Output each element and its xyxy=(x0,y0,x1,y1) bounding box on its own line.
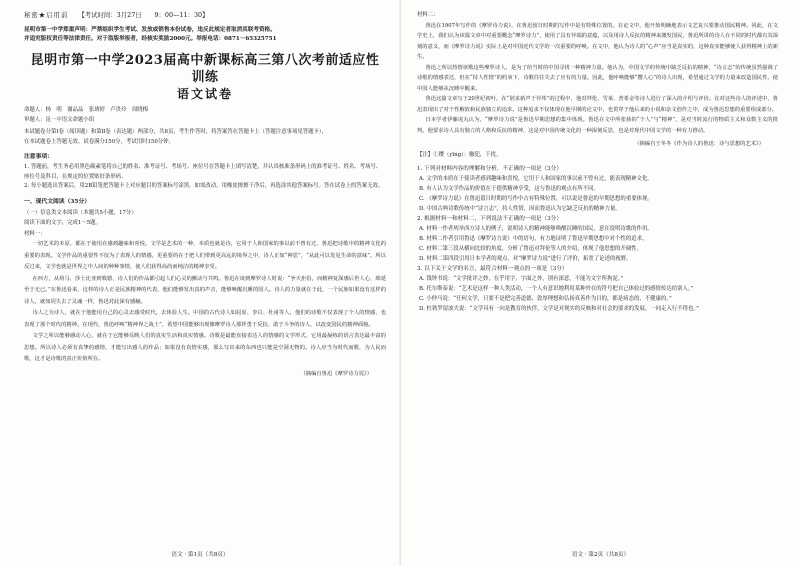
option-d: D. 中国古典诗歌传统中“诗言志”，持人性情，因而鲁迅认为它缺乏反抗的精神力量。 xyxy=(419,205,621,212)
notice-line-2: 并追究版权责任等法律责任。对于盗版举报者，经核实奖励2000元。举报电话：0871－65325751 xyxy=(24,36,277,42)
security-label: 秘密★启用前 xyxy=(24,11,69,19)
header-line xyxy=(24,10,386,20)
option-a: A. 钱钟书说：“文学批评之妙，在乎用字，字面之外，别有深意，不能为文字所拘泥。” xyxy=(419,275,624,282)
material-paragraph: 在西方，从荷马、莎士比亚到歌德，诗人们的作品都引起人们心灵的颤动与共鸣。鲁迅在谈到摩罗诗人时说：“争天拒俗，而精神复深感后世人心，绵延至于无已。”在鲁迅看来，这样的诗人正是民族精神的代表，他们能够发出真的声音，能够唤醒沉睡的国人。诗人的力量就在于此，一个民族如果没有这样的诗人，就如同失去了灵魂一样，鲁迅对此深有感触。 xyxy=(24,275,386,305)
material-paragraph: 一切艺术的本原，都在于使用在感到趣味和喜悦。文学是艺术的一种，本质也就是诗，它用于人和国家的事以前不曾有过，鲁迅把诗歌中的精神文化的重要的表现。文学作品的重要性不仅为了表现人的情感，更重要的在于把人们带到更高远的境界之中，诗人正如“神思”，“从此可以发见生命的意味”。所以反过来，文学也就是世界之中人间的种种事情，使人们获得高尚而纯洁的精神享受。 xyxy=(24,241,386,270)
option-b: B. 托尔斯泰说：“艺术是这样一种人类活动，一个人有意识地利用某种外在的符号把自己体验过的感情传达给别人。” xyxy=(419,285,694,292)
option-c: C. 《摩罗诗力说》在鲁迅留日时期的写作中占有特殊位置，可以说是鲁迅的早期思想的重要体现。 xyxy=(419,195,653,202)
exam-subtitle: 语文试卷 xyxy=(176,87,233,101)
exam-time: 【考试时间：3月27日 9：00—11：30】 xyxy=(78,11,209,19)
exam-title: 昆明市第一中学2023届高中新课标高三第八次考前适应性训练 xyxy=(30,53,380,85)
intro-line-2: 在本试题卷上答题无效。试卷满分150分，考试用时150分钟。 xyxy=(24,138,174,145)
material-paragraph: 鲁迅之所以热情讴歌这些摩罗诗人，是为了给当时的中国寻找一种精神力量。他认为，中国文学的传统中缺乏反抗的精神，“诗言志”的传统虽然强调了诗歌的情感表达，但在“持人性情”的约束下，诗歌往往失去了应有的力量。因此，他呼唤能够“撄人心”的诗人出现，希望通过文学的力量来改造国民性，使中国人能够从沉睡中醒来。 xyxy=(417,64,778,92)
material-source: （摘编自王冬冬《作为诗人的鲁迅：诗与思想的艺术》） xyxy=(634,141,764,147)
material-label: 材料一： xyxy=(24,230,46,237)
option-b: B. 有人认为文学作品的价值在于提供精神享受，这与鲁迅的观点有所不同。 xyxy=(419,185,599,192)
page-footer: 语文 · 第2页（共8页） xyxy=(571,552,630,558)
option-a: A. 文学的本质在于使读者感到趣味和喜悦，它用于人和国家的事以前不曾有过，能表现精神文化。 xyxy=(419,175,653,182)
page-2 xyxy=(400,0,800,566)
notice-line-1: 昆明市第一中学郑重声明：严禁组织学生考试、发放或销售本份试卷，违反此规定者取消其联考资格。 xyxy=(24,27,276,33)
material-paragraph: 文学之所以能够感动人心，就在于它能够反映人们的真实生活和真实情感。诗歌是最能直接表达人的情感的文学形式，它用最凝练的语言表达最丰富的思想。所以诗人必须有真挚的感情，才能写出感人的作品；如果没有真情实感，那么写出来的东西也只能是空洞无物的。诗人应当为时代而歌，为人民而歌，这才是诗歌的真正价值所在。 xyxy=(24,333,386,362)
copyright-notice xyxy=(24,26,386,44)
material-paragraph: 日本学者伊藤虎丸认为，“摩罗诗力说”是鲁迅早期思想的集中体现。鲁迅在文中所张扬的“个人”与“精神”，是对当时流行的物质主义和众数主义的批判。他要求诗人具有独立的人格和反抗的精神，这是对中国传统文化的一种深刻反思，也是对现代中国文学的一种有力推动。 xyxy=(417,117,778,134)
material-paragraph: 诗人之为诗人，就在于他能用自己的心灵去感受时代，去体验人生。中国的古代诗人如屈原、李白、杜甫等人，他们的诗歌不仅表现了个人的情感，也表现了那个时代的精神。在现代，鲁迅呼唤“精神界之战士”，希望中国能够出现像摩罗诗人那样勇于反抗、敢于斗争的诗人，以改变国民的精神面貌。 xyxy=(24,310,386,328)
question-1: 1. 下列对材料内容的理解和分析，不正确的一项是（3分） xyxy=(417,165,562,172)
section-heading: 一、现代文阅读（35分） xyxy=(24,198,91,205)
material-source: （摘编自鲁迅《摩罗诗力说》） xyxy=(300,370,372,377)
subsection-heading: （一）信息类文本阅读（本题共5小题，17分） xyxy=(24,209,137,216)
footnote: 【注】①撄（yīng）：触犯，干扰。 xyxy=(417,152,502,158)
setters: 命题人：杨 明 谢品品 张琇婷 卢贵玲 周晓梅 xyxy=(24,107,148,113)
page-footer: 语文 · 第1页（共8页） xyxy=(171,552,229,558)
material-paragraph: 鲁迅这篇文章写于20世纪初叶，在“别求新声于异邦”的过程中，他对拜伦、雪莱、普希金等诗人进行了深入的介绍与评价。在对这些诗人的评述中，鲁迅表现出了对个性解放和民族独立的追求。这种追求不仅体现在他早期的论文中，也贯穿于他后来的小说和杂文创作之中，成为鲁迅思想的重要组成部分。 xyxy=(417,96,778,113)
option-c: C. 材料二第三段从横向比较的角度，分析了鲁迅对拜伦等人的介绍，体现了他思想的开阔性。 xyxy=(419,245,642,252)
material-label: 材料二： xyxy=(417,12,439,18)
question-2: 2. 根据材料一和材料二，下列说法不正确的一项是（3分） xyxy=(417,215,562,222)
option-d: D. 材料二第四段引用日本学者的观点，对“摩罗诗力说”进行了评价，拓宽了论述的视野。 xyxy=(419,255,632,262)
option-c: C. 小仲马说：“任何文学，只要不是把完善道德、敦厚理想和弘扬真善作为目的，都是病态的、不健康的。” xyxy=(419,295,672,302)
reviewer: 审题人：昆一中语文命题小组 xyxy=(24,116,95,123)
material-paragraph: 鲁迅在1907年写作的《摩罗诗力说》，在鲁迅留日时期的写作中是有特殊位置的。在论文中，他开始明确地表示文艺复兴要推动国民精神。同此，在文学史上，我们认为该篇文章中对重要概念“摩罗诗力”，使用了具有异端的意蕴，以及用诗人反抗的精神来激发国民，鲁迅所讲的诗人在不同的时代都有其深刻的意义，而《摩罗诗力说》实际上是对中国近代文学的一次重要的呼唤。在文中，他认为诗人的“心声”应当是真实的，这种真实能够使人获得精神上的新生。 xyxy=(417,22,778,60)
option-b: B. 材料二作者引用鲁迅《摩罗诗力说》中的语句，有力地证明了鲁迅早期思想中对个性的追求。 xyxy=(419,235,648,242)
attention-heading: 注意事项： xyxy=(24,154,53,160)
question-3: 3. 以下关于文学的名言，最符合材料一观点的一项是（3分） xyxy=(417,265,568,272)
option-a: A. 材料一作者列举西方诗人的例子，说明诗人的精神能够唤醒沉睡的国民，意在说明诗歌的作用。 xyxy=(419,225,653,232)
attention-item-2: 2. 每小题选出答案后，用2B铅笔把答题卡上对应题目的答案标号涂黑。如需改动，用橡皮擦擦干净后，再选涂其他答案标号。答在试卷上的答案无效。 xyxy=(24,183,384,189)
option-d: D. 杜勃罗留波夫说：“文学具有一向是教育的伙伴，文学是对现实的反映和对社会的要求的发展，一同走入行不得也。” xyxy=(419,305,699,312)
reading-instruction: 阅读下面的文字，完成1～5题。 xyxy=(24,220,101,226)
intro-line-1: 本试题卷分第Ⅰ卷（阅读题）和第Ⅱ卷（表达题）两部分，共8页，考生作答时，将答案答在答题卡上（答题注意事项见答题卡）， xyxy=(24,129,328,135)
attention-item-1: 1. 答题前，考生务必用黑色碳素笔将自己的姓名、准考证号、考场号、座位号在答题卡上填写清楚，并认真核准条形码上的准考证号、姓名、考场号、座位号及科目，在规定的位置贴好条形码。 xyxy=(24,164,382,180)
